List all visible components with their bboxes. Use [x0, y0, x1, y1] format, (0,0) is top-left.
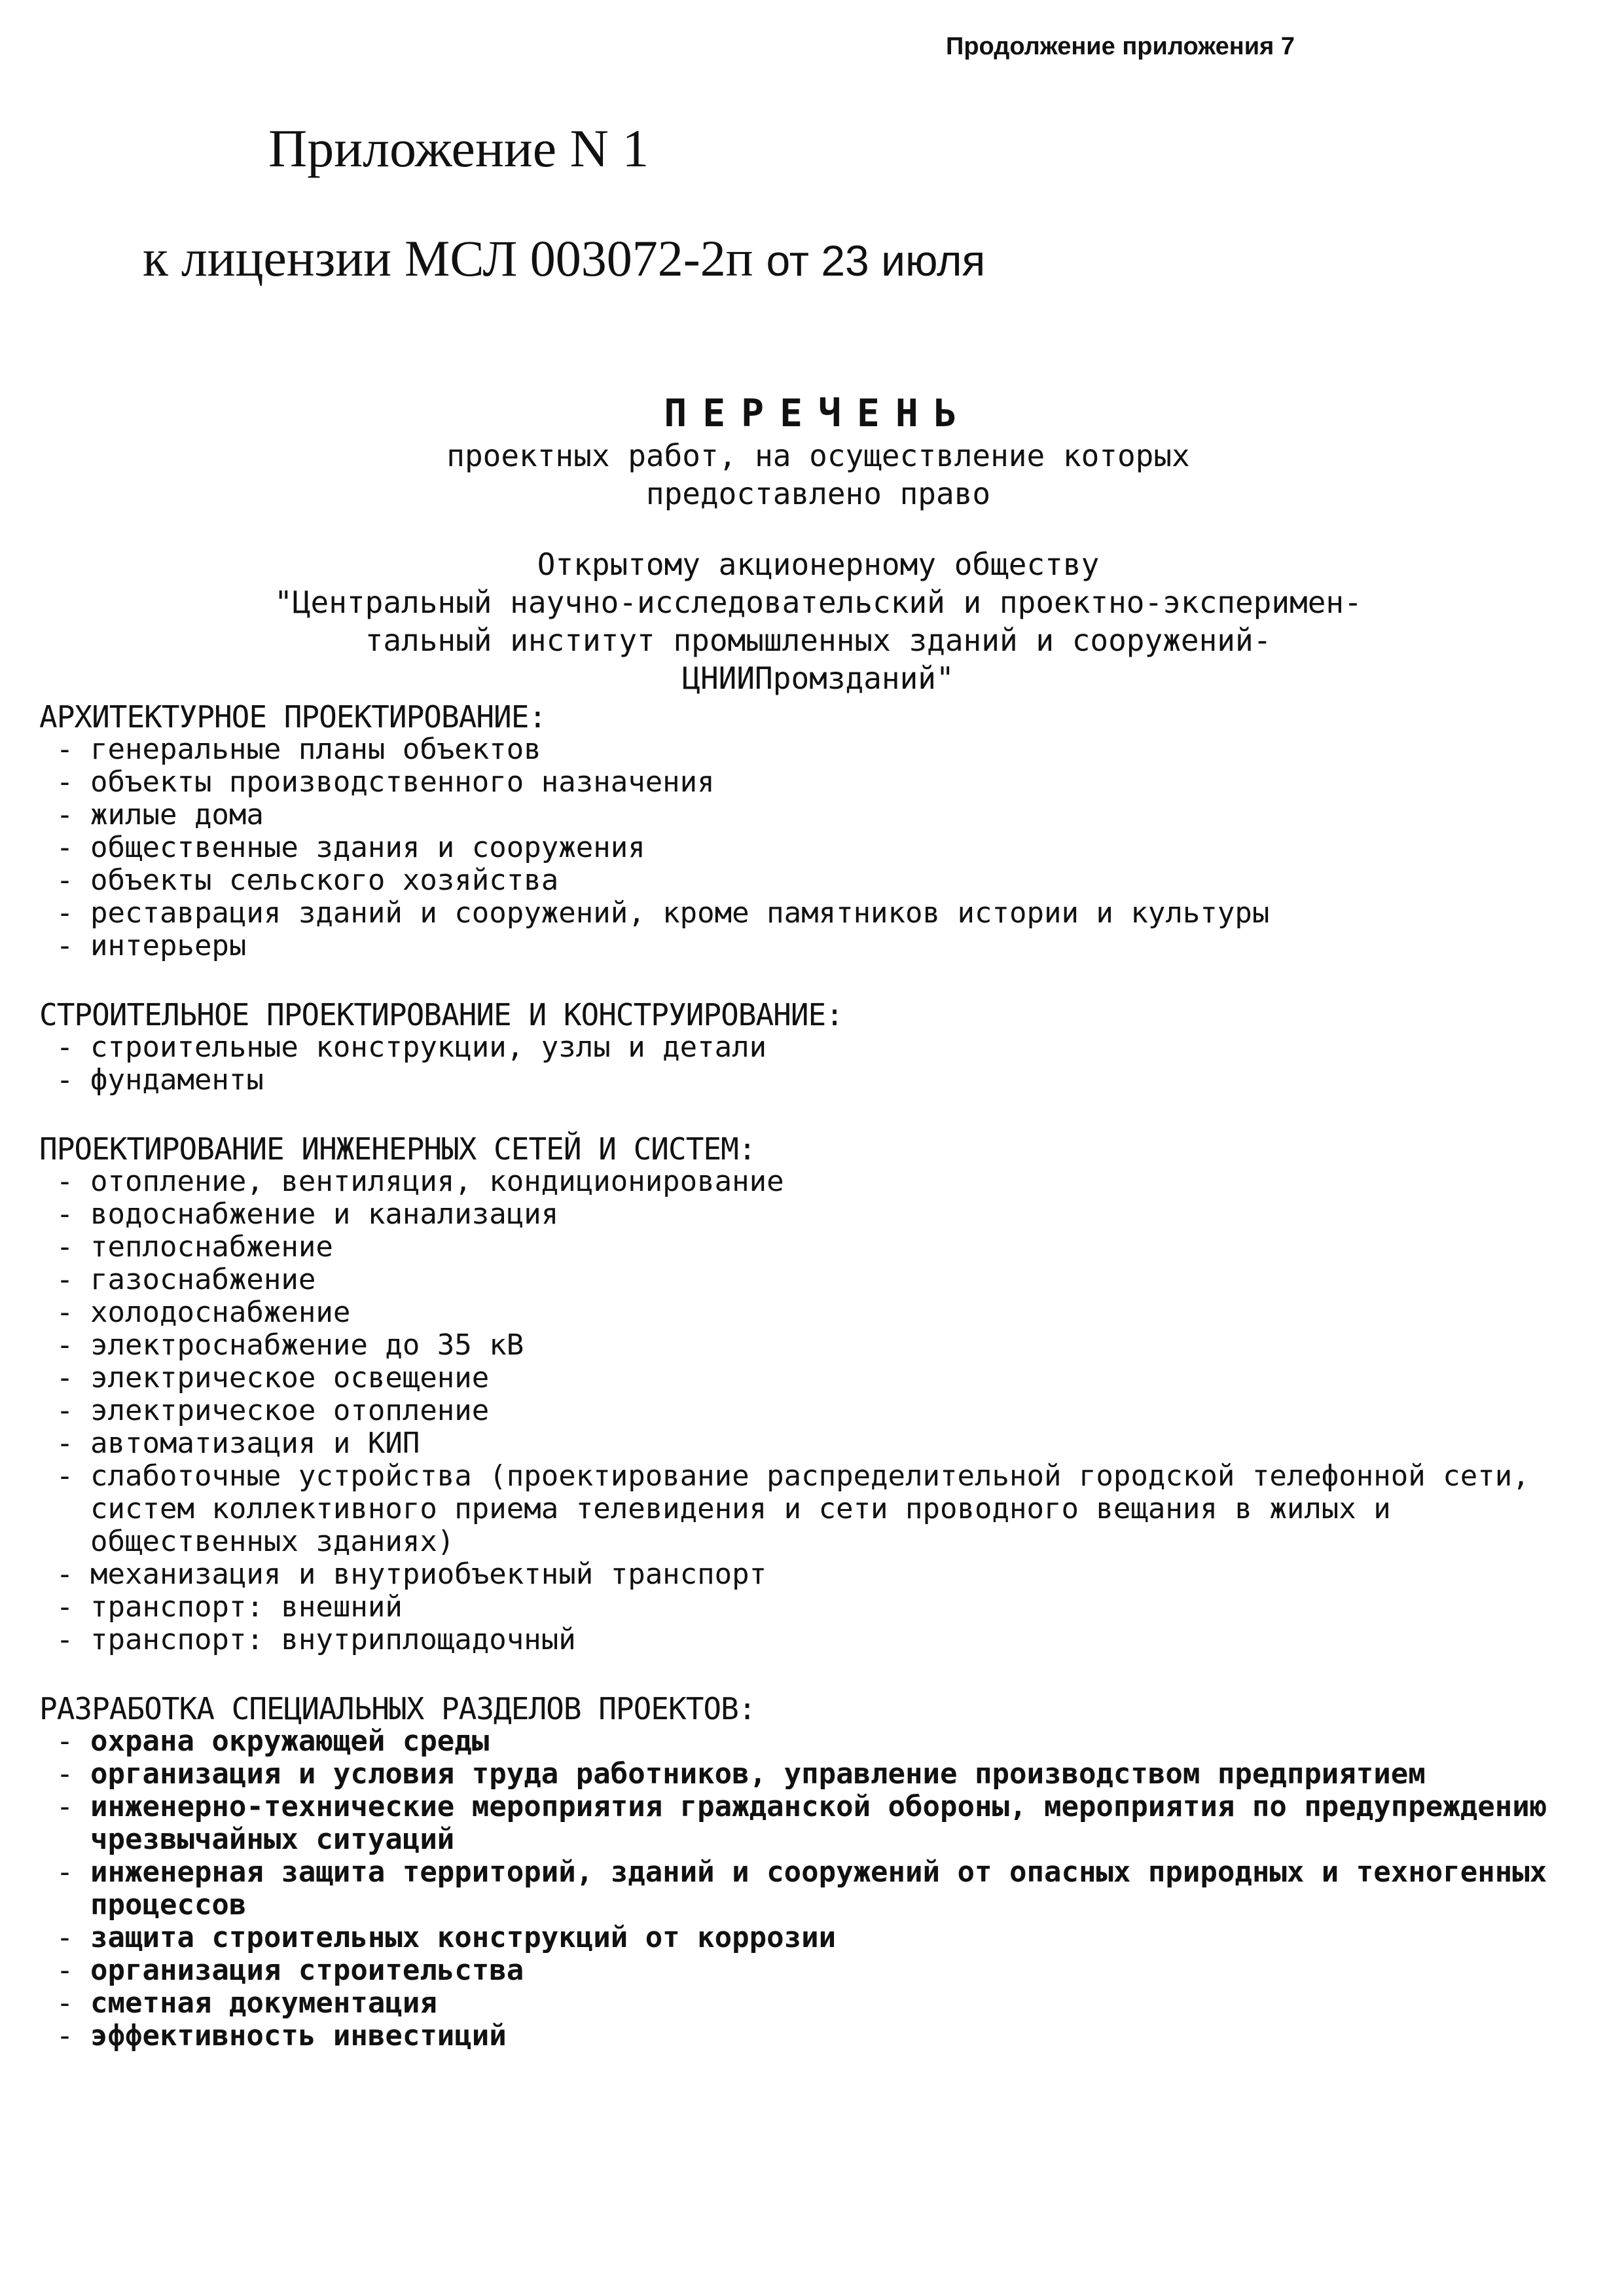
list-item-text: сметная документация — [90, 1986, 437, 2020]
document-subtitle-line-1: проектных работ, на осуществление которых — [446, 438, 1190, 473]
list-item-text: инженерная защита территорий, зданий и сооружений от опасных природных и техногенных процессов — [90, 1855, 1564, 1922]
license-date: от 23 июля — [766, 236, 986, 285]
list-dash: - — [56, 1230, 74, 1264]
list-item-text: охрана окружающей среды — [90, 1724, 490, 1758]
list-item — [39, 1031, 1584, 1064]
list-dash: - — [56, 1757, 74, 1791]
work-sections — [39, 701, 1584, 2088]
annex-title: Приложение N 1 — [268, 118, 649, 178]
list-item-text: водоснабжение и канализация — [90, 1197, 559, 1231]
list-item-text: автоматизация и КИП — [90, 1427, 420, 1460]
list-item-text: транспорт: внутриплощадочный — [90, 1623, 576, 1656]
list-item-text: организация и условия труда работников, управление производством предприятием — [90, 1757, 1426, 1791]
list-dash: - — [56, 1263, 74, 1296]
list-dash: - — [56, 733, 74, 766]
section-structural-design — [39, 998, 1584, 1097]
list-item — [39, 1558, 1584, 1591]
section-special-project-parts — [39, 1692, 1584, 2052]
document-heading — [196, 390, 1440, 697]
list-item-text: отопление, вентиляция, кондиционирование — [90, 1165, 784, 1198]
list-dash: - — [56, 1394, 74, 1427]
list-item — [39, 831, 1584, 864]
list-item — [39, 1791, 1584, 1856]
section-title: РАЗРАБОТКА СПЕЦИАЛЬНЫХ РАЗДЕЛОВ ПРОЕКТОВ: — [39, 1691, 756, 1726]
list-item — [39, 1064, 1584, 1097]
license-prefix: к лицензии — [143, 230, 391, 287]
list-item — [39, 1922, 1584, 1954]
list-item-text: интерьеры — [90, 929, 247, 962]
list-item — [39, 1758, 1584, 1791]
list-dash: - — [56, 1328, 74, 1362]
license-line — [143, 229, 985, 289]
section-title: ПРОЕКТИРОВАНИЕ ИНЖЕНЕРНЫХ СЕТЕЙ И СИСТЕМ: — [39, 1131, 756, 1167]
list-item — [39, 1460, 1584, 1558]
list-dash: - — [56, 2019, 74, 2052]
section-engineering-networks — [39, 1133, 1584, 1656]
list-item — [39, 1329, 1584, 1362]
list-dash: - — [56, 864, 74, 897]
list-dash: - — [56, 1954, 74, 1987]
list-dash: - — [56, 765, 74, 799]
list-item-text: механизация и внутриобъектный транспорт — [90, 1558, 767, 1591]
list-item — [39, 1987, 1584, 2020]
list-dash: - — [56, 1623, 74, 1656]
list-item-text: теплоснабжение — [90, 1230, 333, 1264]
recipient-line-3: тальный институт промышленных зданий и сооружений- — [365, 623, 1272, 658]
list-dash: - — [56, 1724, 74, 1758]
list-item-text: генеральные планы объектов — [90, 733, 541, 766]
list-dash: - — [56, 1296, 74, 1329]
list-item-text: электроснабжение до 35 кВ — [90, 1328, 524, 1362]
list-dash: - — [56, 798, 74, 831]
list-dash: - — [56, 1361, 74, 1394]
list-item — [39, 1427, 1584, 1460]
recipient-line-2: "Центральный научно-исследовательский и проектно-эксперимен- — [274, 585, 1362, 620]
list-item — [39, 1725, 1584, 1758]
list-dash: - — [56, 1197, 74, 1231]
list-item — [39, 897, 1584, 930]
license-number: МСЛ 003072-2п — [404, 230, 753, 287]
list-dash: - — [56, 1986, 74, 2020]
list-dash: - — [56, 1427, 74, 1460]
list-dash: - — [56, 831, 74, 864]
list-item-text: объекты производственного назначения — [90, 765, 715, 799]
section-architectural-design — [39, 701, 1584, 962]
list-item-text: строительные конструкции, узлы и детали — [90, 1030, 767, 1064]
recipient-line-4: ЦНИИПромзданий" — [682, 661, 954, 696]
list-item-text: инженерно-технические мероприятия гражданской обороны, мероприятия по предупреждению чрезвычайных ситуаций — [90, 1790, 1564, 1856]
list-dash: - — [56, 1921, 74, 1954]
list-dash: - — [56, 1459, 74, 1493]
list-dash: - — [56, 929, 74, 962]
list-item-text: транспорт: внешний — [90, 1590, 403, 1624]
list-item — [39, 1394, 1584, 1427]
list-dash: - — [56, 1855, 74, 1889]
list-item — [39, 1856, 1584, 1922]
list-item-text: жилые дома — [90, 798, 264, 831]
list-dash: - — [56, 1590, 74, 1624]
list-item-text: электрическое отопление — [90, 1394, 490, 1427]
list-item — [39, 1296, 1584, 1329]
list-item — [39, 864, 1584, 897]
list-item — [39, 1591, 1584, 1624]
appendix-continuation-note: Продолжение приложения 7 — [946, 33, 1295, 60]
list-dash: - — [56, 1165, 74, 1198]
list-dash: - — [56, 896, 74, 930]
list-item-text: электрическое освещение — [90, 1361, 490, 1394]
list-dash: - — [56, 1030, 74, 1064]
list-item-text: защита строительных конструкций от коррозии — [90, 1921, 837, 1954]
list-item — [39, 1198, 1584, 1231]
list-item-text: холодоснабжение — [90, 1296, 351, 1329]
document-subtitle-line-2: предоставлено право — [645, 476, 991, 511]
list-item — [39, 1264, 1584, 1296]
section-title: АРХИТЕКТУРНОЕ ПРОЕКТИРОВАНИЕ: — [39, 699, 547, 735]
list-item-text: слаботочные устройства (проектирование распределительной городской телефонной сети, систем коллективного приема телевидения и сети проводного вещания в жилых и общественных зданиях) — [90, 1459, 1547, 1558]
list-item — [39, 930, 1584, 962]
list-item — [39, 2020, 1584, 2052]
list-dash: - — [56, 1790, 74, 1823]
list-item-text: организация строительства — [90, 1954, 524, 1987]
list-item-text: фундаменты — [90, 1063, 264, 1097]
list-dash: - — [56, 1063, 74, 1097]
list-item-text: реставрация зданий и сооружений, кроме памятников истории и культуры — [90, 896, 1270, 930]
list-item — [39, 766, 1584, 799]
list-item — [39, 733, 1584, 766]
list-item — [39, 1954, 1584, 1987]
list-item-text: общественные здания и сооружения — [90, 831, 645, 864]
recipient-line-1: Открытому акционерному обществу — [537, 547, 1100, 582]
list-item-text: объекты сельского хозяйства — [90, 864, 559, 897]
list-dash: - — [56, 1558, 74, 1591]
list-item — [39, 1362, 1584, 1394]
list-item — [39, 1231, 1584, 1264]
list-item — [39, 799, 1584, 831]
section-title: СТРОИТЕЛЬНОЕ ПРОЕКТИРОВАНИЕ И КОНСТРУИРОВАНИЕ: — [39, 997, 843, 1032]
list-item-text: газоснабжение — [90, 1263, 316, 1296]
list-item — [39, 1165, 1584, 1198]
document-title: ПЕРЕЧЕНЬ — [664, 391, 973, 435]
list-item — [39, 1624, 1584, 1656]
list-item-text: эффективность инвестиций — [90, 2019, 507, 2052]
